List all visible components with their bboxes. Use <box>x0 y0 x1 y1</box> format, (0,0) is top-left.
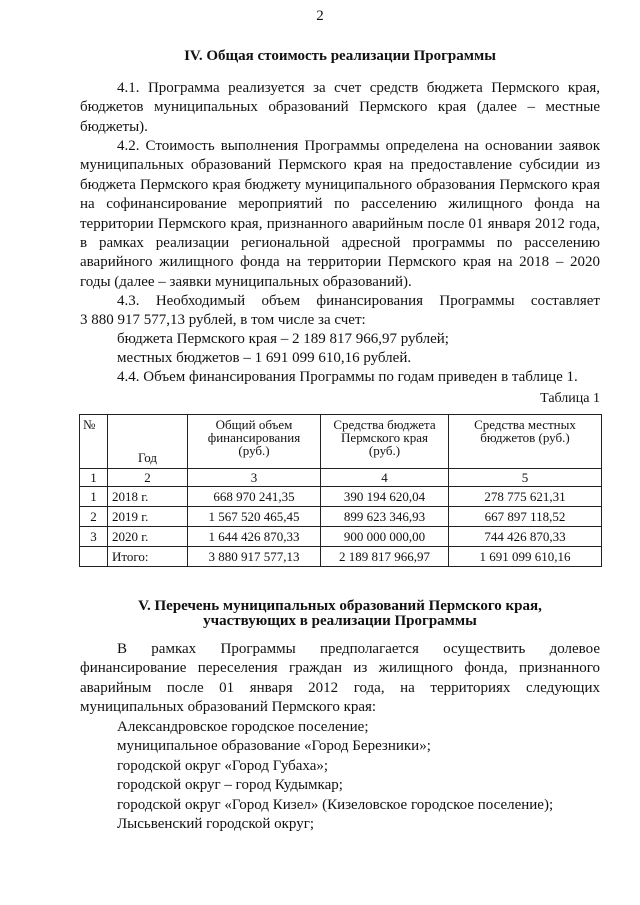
header-total: Общий объем финансирования (руб.) <box>188 415 321 469</box>
list-item: городской округ «Город Кизел» (Кизеловское городское поселение); <box>117 797 554 813</box>
row-total: 1 644 426 870,33 <box>188 527 321 547</box>
funding-regional-budget: бюджета Пермского края – 2 189 817 966,97 рублей; <box>117 331 449 347</box>
table-row <box>80 507 602 527</box>
row-regional: 899 623 346,93 <box>321 507 449 527</box>
funding-table <box>79 414 602 567</box>
row-year: 2019 г. <box>108 507 188 527</box>
header-regional: Средства бюджета Пермского края (руб.) <box>321 415 449 469</box>
row-total: 668 970 241,35 <box>188 487 321 507</box>
row-num: 1 <box>80 487 108 507</box>
total-local: 1 691 099 610,16 <box>449 547 602 567</box>
list-item: Александровское городское поселение; <box>117 719 369 735</box>
section-4-title: IV. Общая стоимость реализации Программы <box>184 48 496 64</box>
header-year: Год <box>108 415 188 469</box>
table-row <box>80 487 602 507</box>
table-index-row <box>80 469 602 487</box>
row-year: 2020 г. <box>108 527 188 547</box>
table-caption: Таблица 1 <box>540 391 600 406</box>
index-cell: 4 <box>321 469 449 487</box>
total-num <box>80 547 108 567</box>
section-5-subtitle: участвующих в реализации Программы <box>203 613 477 629</box>
funding-local-budgets: местных бюджетов – 1 691 099 610,16 рублей. <box>117 350 412 366</box>
section-5-intro: В рамках Программы предполагается осуществить долевое финансирование переселения граждан из жилищного фонда, признанного аварийным после 01 января 2012 года, на территориях следующих муниципальных образований Пермского края: <box>80 641 600 716</box>
total-label: Итого: <box>108 547 188 567</box>
paragraph-4-4: 4.4. Объем финансирования Программы по годам приведен в таблице 1. <box>117 369 578 385</box>
total-total: 3 880 917 577,13 <box>188 547 321 567</box>
index-cell: 5 <box>449 469 602 487</box>
paragraph-4-3: 4.3. Необходимый объем финансирования Программы составляет <box>117 293 600 309</box>
index-cell: 1 <box>80 469 108 487</box>
row-total: 1 567 520 465,45 <box>188 507 321 527</box>
total-regional: 2 189 817 966,97 <box>321 547 449 567</box>
row-num: 3 <box>80 527 108 547</box>
paragraph-4-3-total: 3 880 917 577,13 рублей, в том числе за счет: <box>80 312 366 328</box>
list-item: городской округ «Город Губаха»; <box>117 758 329 774</box>
row-regional: 390 194 620,04 <box>321 487 449 507</box>
list-item: городской округ – город Кудымкар; <box>117 777 343 793</box>
header-local: Средства местных бюджетов (руб.) <box>449 415 602 469</box>
row-local: 744 426 870,33 <box>449 527 602 547</box>
paragraph-4-1: 4.1. Программа реализуется за счет средств бюджета Пермского края, бюджетов муниципальных образований Пермского края (далее – местные бюджеты). <box>80 80 600 135</box>
row-year: 2018 г. <box>108 487 188 507</box>
index-cell: 3 <box>188 469 321 487</box>
section-5-title: V. Перечень муниципальных образований Пермского края, <box>138 598 542 614</box>
table-header-row <box>80 415 602 469</box>
table-row <box>80 527 602 547</box>
row-regional: 900 000 000,00 <box>321 527 449 547</box>
row-local: 667 897 118,52 <box>449 507 602 527</box>
row-num: 2 <box>80 507 108 527</box>
paragraph-4-2: 4.2. Стоимость выполнения Программы определена на основании заявок муниципальных образований Пермского края на предоставление субсидии из бюджета Пермского края бюджету муниципального образования Пермского края на софинансирование мероприятий по расселению жилищного фонда на территории Пермского края, признанного аварийным после 01 января 2012 года, в рамках реализации региональной адресной программы по расселению аварийного жилищного фонда на территории Пермского края на 2018 – 2020 годы (далее – заявки муниципальных образований). <box>80 138 600 290</box>
list-item: Лысьвенский городской округ; <box>117 816 315 832</box>
header-num: № <box>80 415 108 469</box>
page-number: 2 <box>316 8 324 24</box>
list-item: муниципальное образование «Город Березники»; <box>117 738 431 754</box>
table-total-row <box>80 547 602 567</box>
row-local: 278 775 621,31 <box>449 487 602 507</box>
index-cell: 2 <box>108 469 188 487</box>
